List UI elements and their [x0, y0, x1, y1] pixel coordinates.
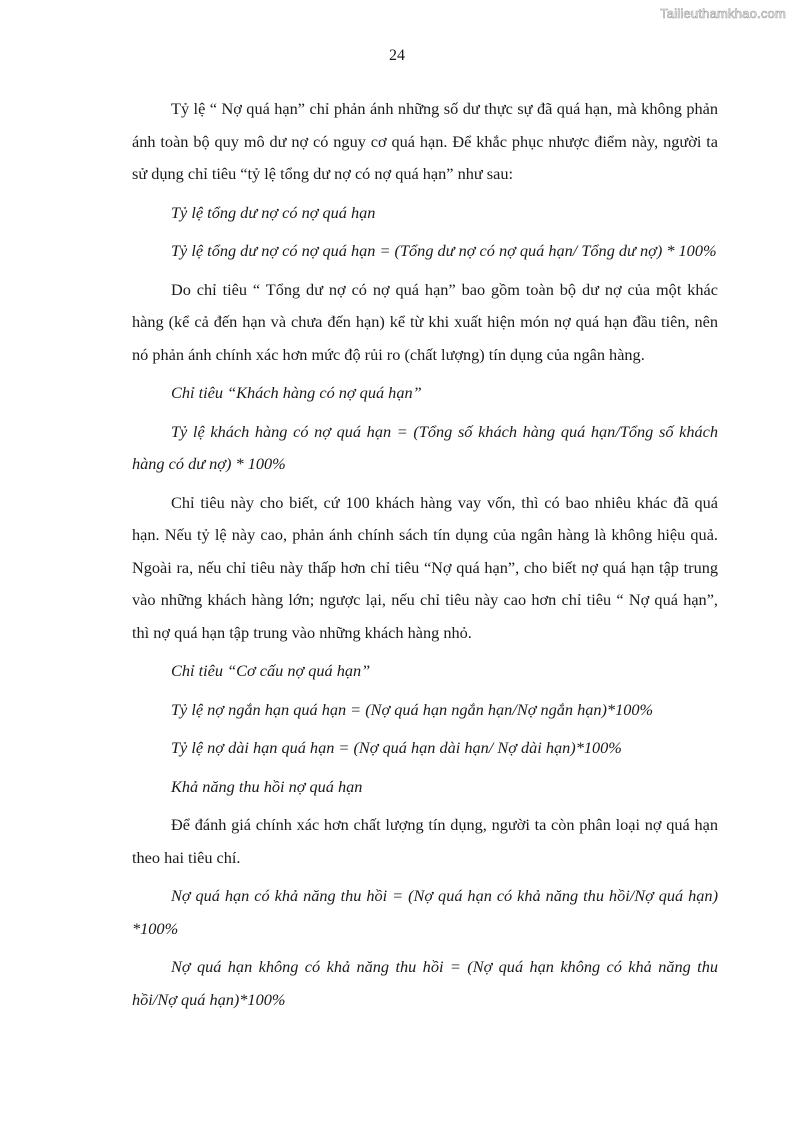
formula-total-outstanding-overdue: Tỷ lệ tổng dư nợ có nợ quá hạn = (Tổng dư nợ có nợ quá hạn/ Tổng dư nợ) * 100%: [171, 241, 717, 260]
formula-unrecoverable-overdue: Nợ quá hạn không có khả năng thu hồi = (Nợ quá hạn không có khả năng thu hồi/Nợ quá hạn)*100%: [132, 957, 718, 1009]
formula-recoverable-overdue: Nợ quá hạn có khả năng thu hồi = (Nợ quá hạn có khả năng thu hồi/Nợ quá hạn) *100%: [132, 886, 718, 938]
heading-overdue-structure: Chỉ tiêu “Cơ cấu nợ quá hạn”: [171, 661, 371, 680]
paragraph-recoverability-intro: Để đánh giá chính xác hơn chất lượng tín dụng, người ta còn phân loại nợ quá hạn theo hai tiêu chí.: [132, 815, 718, 867]
heading-customers-overdue: Chỉ tiêu “Khách hàng có nợ quá hạn”: [171, 383, 422, 402]
paragraph-customers-overdue-explanation: Chỉ tiêu này cho biết, cứ 100 khách hàng vay vốn, thì có bao nhiêu khác đã quá hạn. Nếu tỷ lệ này cao, phản ánh chính sách tín dụng của ngân hàng là không hiệu quả. Ngoài ra, nếu chỉ tiêu này thấp hơn chỉ tiêu “Nợ quá hạn”, cho biết nợ quá hạn tập trung vào những khách hàng lớn; ngược lại, nếu chỉ tiêu này cao hơn chỉ tiêu “ Nợ quá hạn”, thì nợ quá hạn tập trung vào những khách hàng nhỏ.: [132, 492, 718, 642]
paragraph-overdue-ratio-intro: Tỷ lệ “ Nợ quá hạn” chỉ phản ánh những số dư thực sự đã quá hạn, mà không phản ánh toàn bộ quy mô dư nợ có nguy cơ quá hạn. Để khắc phục nhược điểm này, người ta sử dụng chỉ tiêu “tỷ lệ tổng dư nợ có nợ quá hạn” như sau:: [132, 99, 718, 183]
formula-short-term-overdue: Tỷ lệ nợ ngắn hạn quá hạn = (Nợ quá hạn ngắn hạn/Nợ ngắn hạn)*100%: [171, 699, 654, 719]
page-body: [132, 93, 718, 1016]
formula-customers-overdue: Tỷ lệ khách hàng có nợ quá hạn = (Tổng số khách hàng quá hạn/Tổng số khách hàng có dư nợ) * 100%: [132, 421, 718, 473]
watermark: Tailieuthamkhao.com: [660, 6, 786, 21]
page-number: 24: [389, 47, 405, 64]
heading-recoverability: Khả năng thu hồi nợ quá hạn: [171, 776, 363, 796]
heading-total-outstanding-overdue: Tỷ lệ tổng dư nợ có nợ quá hạn: [171, 202, 376, 222]
formula-long-term-overdue: Tỷ lệ nợ dài hạn quá hạn = (Nợ quá hạn dài hạn/ Nợ dài hạn)*100%: [171, 738, 622, 757]
paragraph-total-outstanding-explanation: Do chỉ tiêu “ Tổng dư nợ có nợ quá hạn” bao gồm toàn bộ dư nợ của một khác hàng (kể cả đến hạn và chưa đến hạn) kể từ khi xuất hiện món nợ quá hạn đầu tiên, nên nó phản ánh chính xác hơn mức độ rủi ro (chất lượng) tín dụng của ngân hàng.: [132, 279, 718, 364]
